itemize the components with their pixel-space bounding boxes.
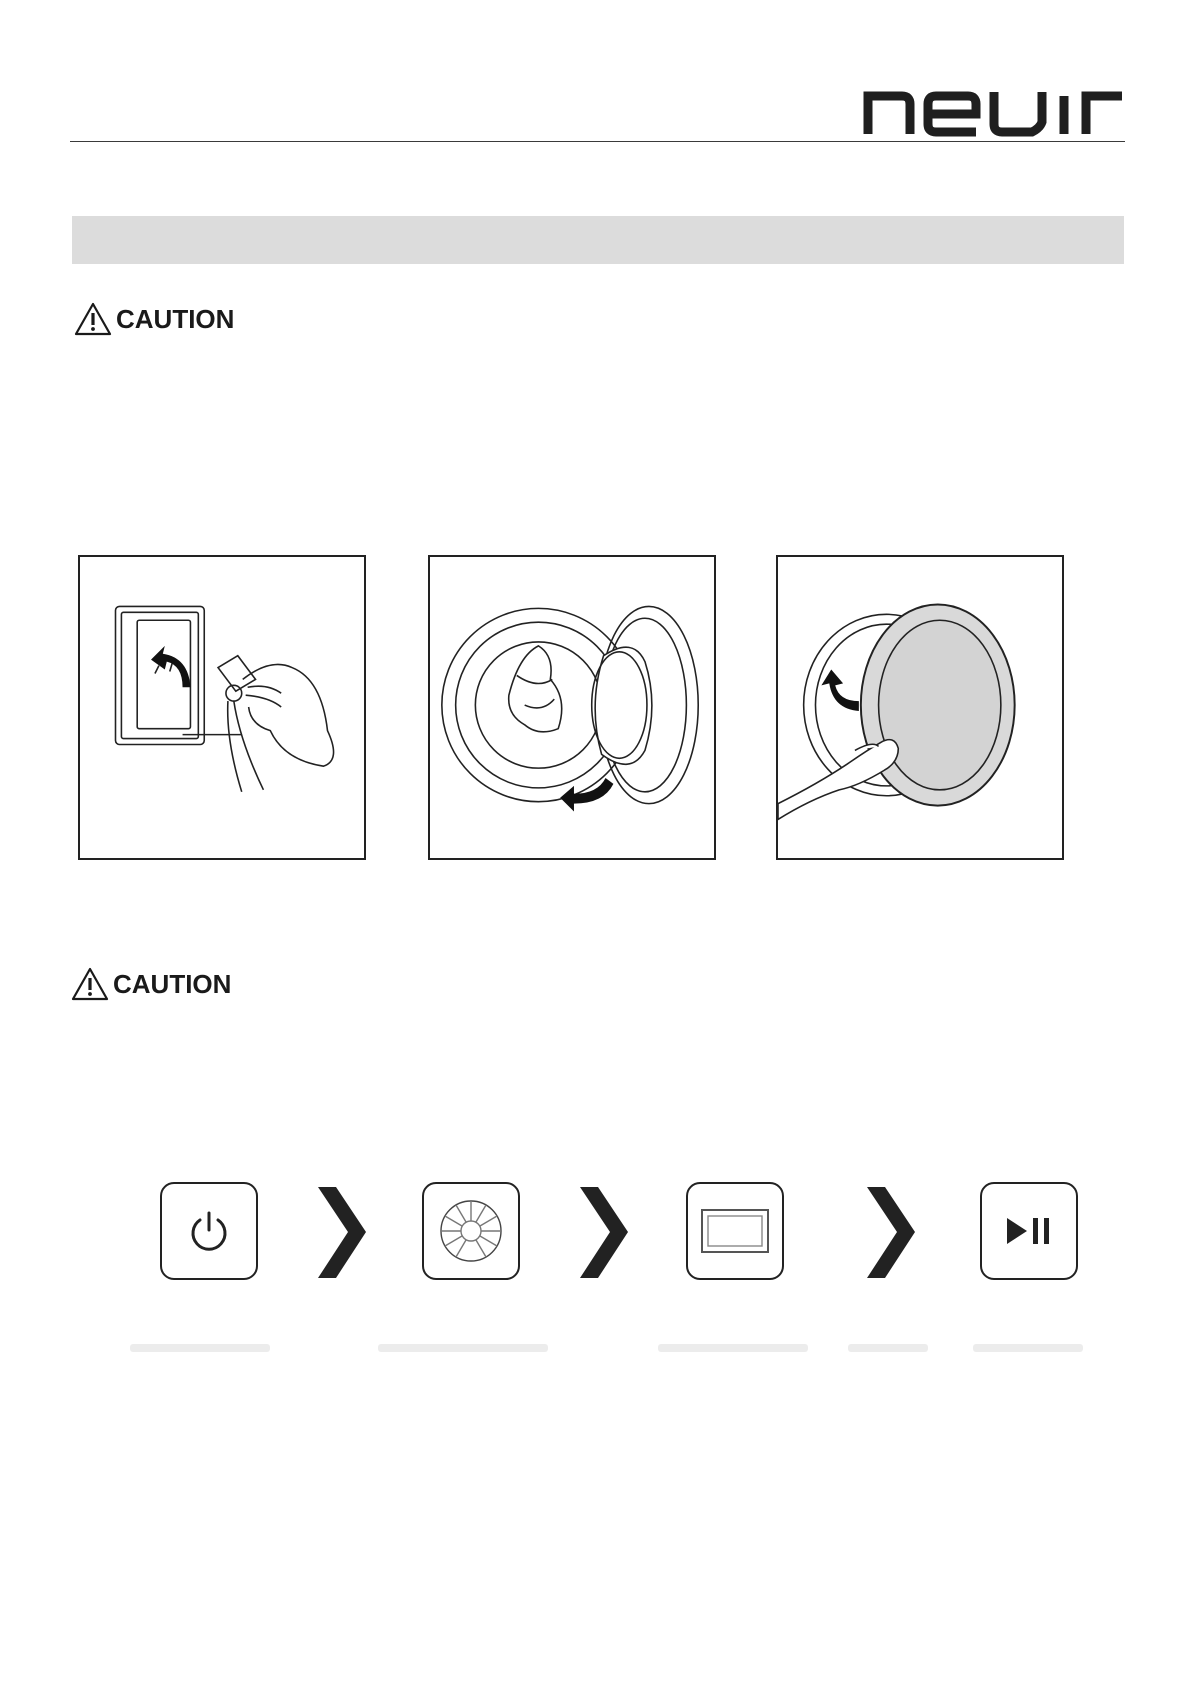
close-door-illustration <box>778 557 1062 858</box>
figure-remove-laundry <box>428 555 716 860</box>
step-caption <box>378 1344 548 1352</box>
step-display <box>686 1182 784 1280</box>
chevron-right-icon <box>316 1185 368 1280</box>
caution-label: CAUTION <box>113 968 232 999</box>
caution-heading-2 <box>71 967 231 1001</box>
program-steps <box>118 1160 1118 1290</box>
header-rule <box>70 141 1125 142</box>
step-caption <box>130 1344 270 1352</box>
chevron-right-icon <box>865 1185 917 1280</box>
step-program <box>422 1182 520 1280</box>
power-icon <box>186 1208 232 1254</box>
play-pause-icon <box>1005 1216 1053 1246</box>
step-captions <box>118 1344 1118 1364</box>
caution-label: CAUTION <box>116 303 235 334</box>
display-icon <box>700 1208 770 1254</box>
figure-unplug <box>78 555 366 860</box>
program-dial-icon <box>435 1195 507 1267</box>
warning-triangle-icon <box>74 302 112 336</box>
step-caption <box>848 1344 928 1352</box>
caution-heading-1 <box>74 302 234 336</box>
step-power <box>160 1182 258 1280</box>
remove-laundry-illustration <box>430 557 714 858</box>
chevron-right-icon <box>578 1185 630 1280</box>
figure-close-door <box>776 555 1064 860</box>
nevir-logo <box>860 86 1125 138</box>
unplug-appliance-illustration <box>80 557 364 858</box>
step-caption <box>973 1344 1083 1352</box>
section-title-bar <box>72 216 1124 264</box>
step-caption <box>658 1344 808 1352</box>
step-start-pause <box>980 1182 1078 1280</box>
warning-triangle-icon <box>71 967 109 1001</box>
